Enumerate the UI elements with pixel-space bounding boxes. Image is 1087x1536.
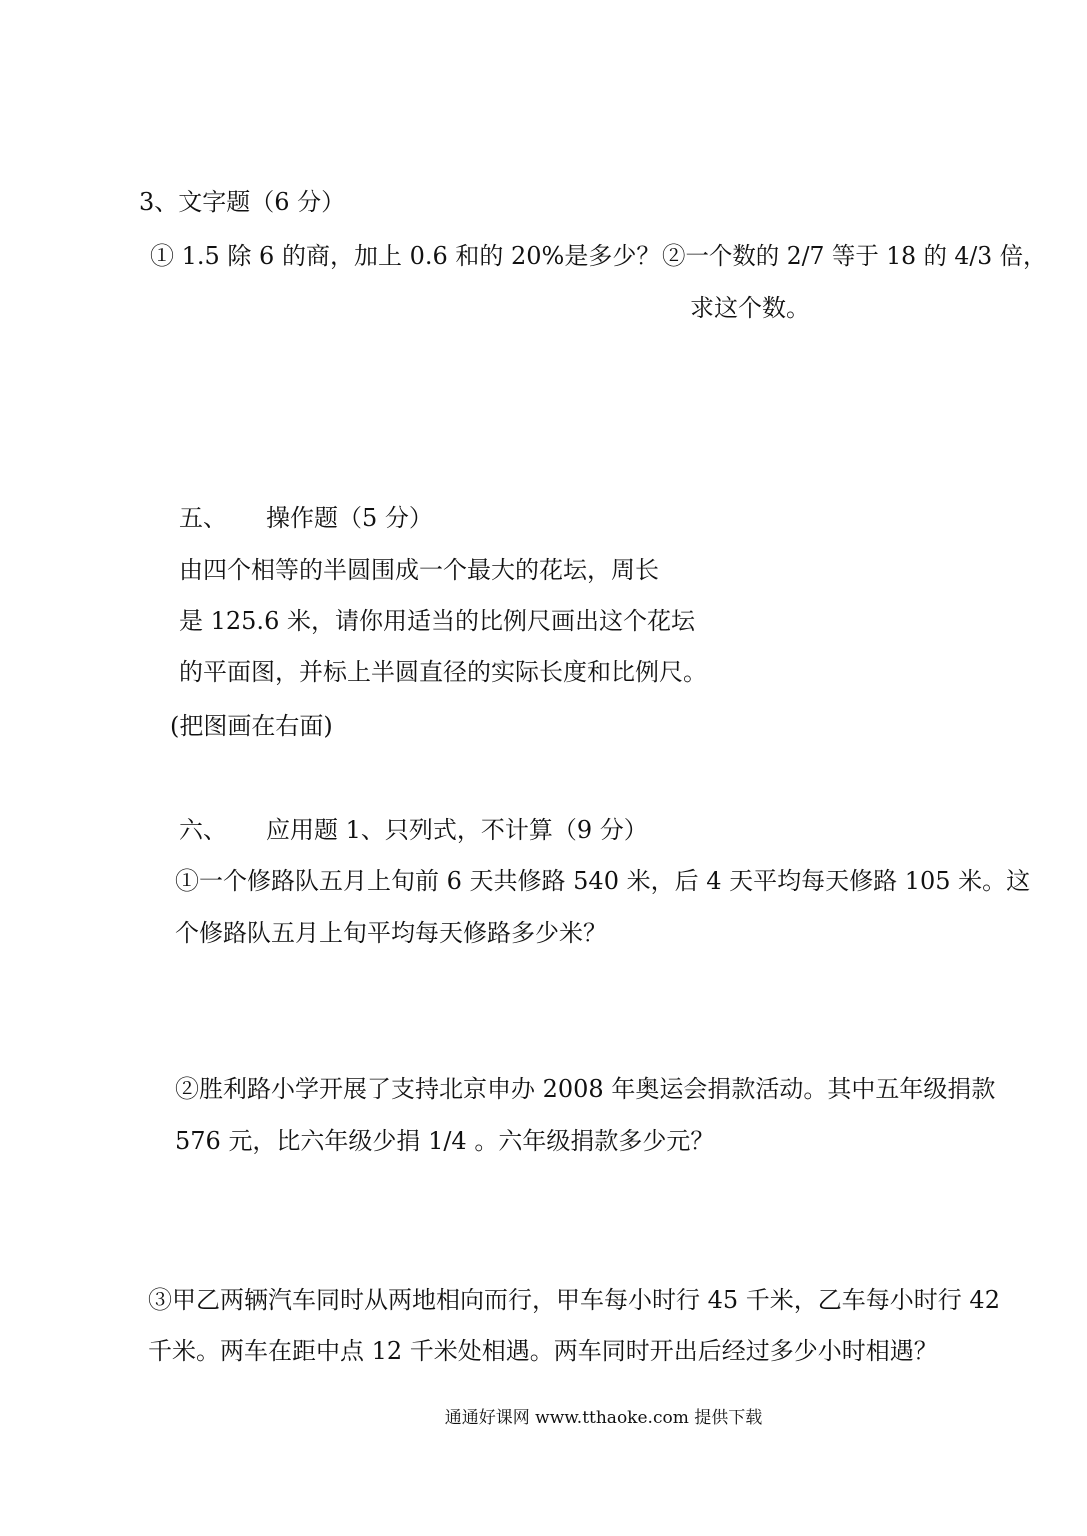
section3-heading: 3、文字题（6 分） bbox=[139, 188, 346, 216]
section6-problem-2-line2: 576 元，比六年级少捐 1/4 。六年级捐款多少元？ bbox=[175, 1127, 715, 1155]
section5-line-2: 是 125.6 米，请你用适当的比例尺画出这个花坛 bbox=[179, 607, 695, 635]
section5-number: 五、 bbox=[179, 504, 227, 532]
section6-problem-3-line1: ③甲乙两辆汽车同时从两地相向而行，甲车每小时行 45 千米，乙车每小时行 42 bbox=[148, 1286, 1000, 1314]
section6-number: 六、 bbox=[179, 816, 227, 844]
section5-note: (把图画在右面) bbox=[170, 712, 333, 740]
section6-problem-2-line1: ②胜利路小学开展了支持北京申办 2008 年奥运会捐款活动。其中五年级捐款 bbox=[175, 1075, 996, 1103]
section6-problem-1-line1: ①一个修路队五月上旬前 6 天共修路 540 米，后 4 天平均每天修路 105 米。这 bbox=[175, 867, 1031, 895]
footer-source: 通通好课网 www.tthaoke.com 提供下载 bbox=[444, 1408, 763, 1428]
section5-line-1: 由四个相等的半圆围成一个最大的花坛，周长 bbox=[179, 556, 659, 584]
section5-title: 操作题（5 分） bbox=[266, 504, 433, 532]
section3-question-2-line2: 求这个数。 bbox=[690, 294, 810, 322]
section5-line-3: 的平面图，并标上半圆直径的实际长度和比例尺。 bbox=[179, 658, 707, 686]
section3-question-1: ① 1.5 除 6 的商，加上 0.6 和的 20%是多少？ bbox=[150, 242, 661, 270]
section3-question-2-line1: ②一个数的 2/7 等于 18 的 4/3 倍， bbox=[662, 242, 1047, 270]
section6-problem-3-line2: 千米。两车在距中点 12 千米处相遇。两车同时开出后经过多少小时相遇？ bbox=[148, 1337, 938, 1365]
section6-title: 应用题 1、只列式，不计算（9 分） bbox=[266, 816, 648, 844]
section6-problem-1-line2: 个修路队五月上旬平均每天修路多少米？ bbox=[175, 919, 607, 947]
